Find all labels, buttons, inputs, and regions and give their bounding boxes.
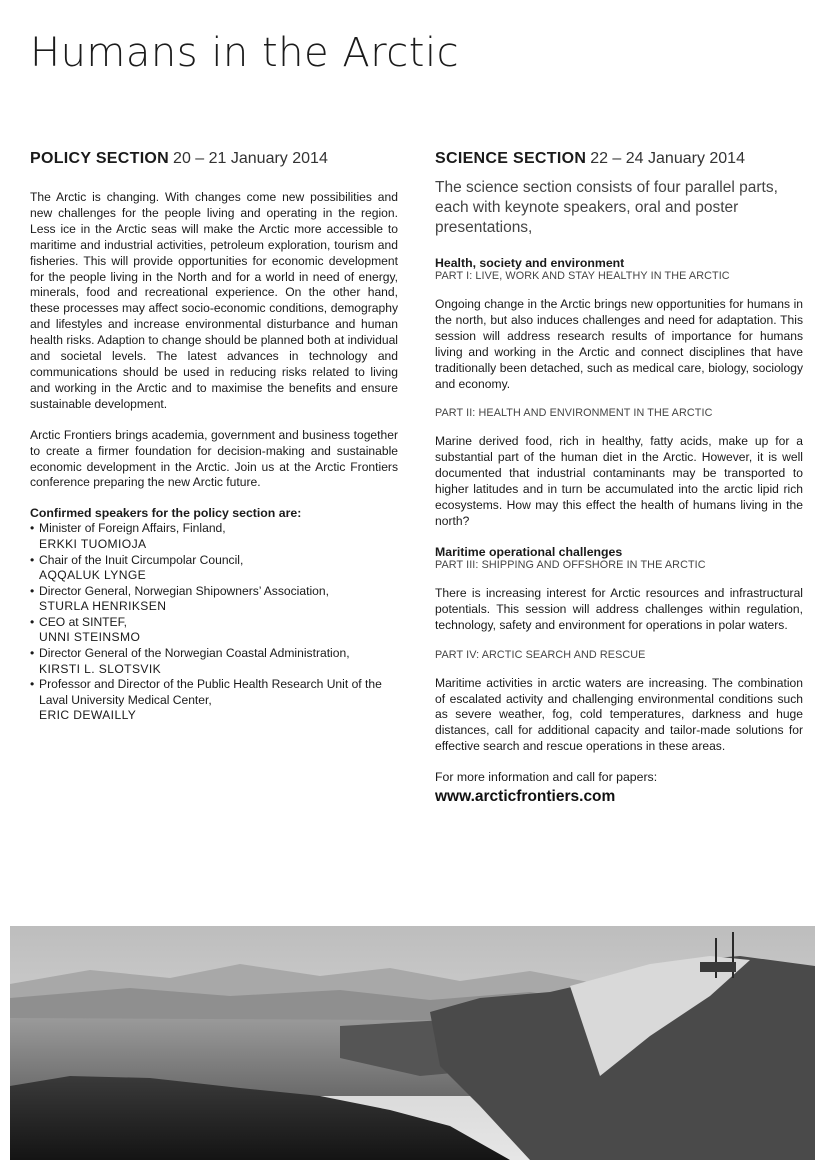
speaker-item	[30, 646, 398, 677]
policy-section-label: POLICY SECTION	[30, 150, 170, 167]
more-info-text: For more information and call for papers:	[435, 770, 658, 785]
science-intro: The science section consists of four parallel parts, each with keynote speakers, oral and poster presentations,	[435, 179, 778, 236]
speaker-name: KIRSTI L. SLOTSVIK	[39, 661, 162, 676]
arctic-landscape-photo	[10, 926, 815, 1160]
website-link[interactable]: www.arcticfrontiers.com	[435, 788, 616, 806]
speaker-role: CEO at SINTEF,	[39, 614, 128, 629]
speaker-item	[30, 615, 398, 646]
speaker-role: Chair of the Inuit Circumpolar Council,	[39, 552, 244, 567]
speakers-heading: Confirmed speakers for the policy section are:	[30, 506, 302, 521]
part2-text: Marine derived food, rich in healthy, fatty acids, make up for a substantial part of the human diet in the Arctic. However, it is well documented that industrial contaminants may be transported to higher latitudes and in turn be accumulated into the arctic lipid rich ecosystems. How may this effect the health of humans living in the north?	[435, 434, 803, 528]
speaker-role: Professor and Director of the Public Health Research Unit of the Laval University Medical Center,	[39, 677, 382, 707]
page-title: Humans in the Arctic	[30, 30, 460, 76]
policy-section-heading	[30, 150, 398, 168]
science-section-label: SCIENCE SECTION	[435, 150, 587, 167]
science-section-heading	[435, 150, 803, 168]
part4-text: Maritime activities in arctic waters are increasing. The combination of escalated activity and challenging environmental conditions such as severe weather, fog, cold temperatures, darkness and huge distances, call for additional capacity and tailor-made solutions for effective search and rescue operations in these areas.	[435, 675, 803, 754]
science-section	[435, 150, 803, 806]
part4-label: PART IV: ARCTIC SEARCH AND RESCUE	[435, 648, 646, 661]
speaker-list	[30, 521, 398, 724]
speaker-name: AQQALUK LYNGE	[39, 568, 147, 583]
speaker-item	[30, 677, 398, 724]
policy-section	[30, 150, 398, 724]
science-section-dates: 22 – 24 January 2014	[590, 150, 745, 167]
policy-second-paragraph: Arctic Frontiers brings academia, government and business together to create a firmer foundation for decision-making and sustainable economic development in the Arctic. Join us at the Arctic Frontiers conference preparing the new Arctic future.	[30, 427, 398, 490]
health-society-heading: Health, society and environment	[435, 256, 625, 270]
maritime-heading: Maritime operational challenges	[435, 544, 623, 559]
part3-text: There is increasing interest for Arctic resources and infrastructural potentials. This session will address challenges within regulation, technology, safety and environment for operations in polar waters.	[435, 585, 803, 632]
speaker-role: Minister of Foreign Affairs, Finland,	[39, 521, 226, 536]
policy-intro-paragraph: The Arctic is changing. With changes come new possibilities and new challenges for the people living and operating in the region. Less ice in the Arctic seas will make the Arctic more accessible to maritime and industrial activities, petroleum exploration, tourism and fisheries. This will provide opportunities for economic development for the people living in the North and for a world in need of energy, minerals, food and recreational experience. On the other hand, these processes may affect socio-economic conditions, demography and lifestyles and increase environmental disturbance and human health risks. Adaption to change should be planned both at individual and societal levels. The latest advances in technology and communications should be used in reducing risks related to living and working in the Arctic and to maximise the benefits and ensure sustainable development.	[30, 190, 398, 411]
part1-text: Ongoing change in the Arctic brings new opportunities for humans in the north, but also induces challenges and need for adaptation. This session will address research results of importance for humans living and working in the Arctic and connect disciplines that have traditionally been detached, such as medical care, biology, sociology and economy.	[435, 297, 803, 391]
speaker-name: STURLA HENRIKSEN	[39, 599, 167, 614]
speaker-name: ERKKI TUOMIOJA	[39, 536, 147, 551]
speaker-name: UNNI STEINSMO	[39, 630, 141, 645]
speaker-item	[30, 553, 398, 584]
speaker-item	[30, 584, 398, 615]
part2-label: PART II: HEALTH AND ENVIRONMENT IN THE ARCTIC	[435, 407, 713, 420]
policy-section-dates: 20 – 21 January 2014	[173, 150, 328, 167]
part1-label: PART I: LIVE, WORK AND STAY HEALTHY IN THE ARCTIC	[435, 270, 730, 282]
speaker-role: Director General of the Norwegian Coastal Administration,	[39, 646, 350, 661]
speaker-item	[30, 521, 398, 552]
part3-label: PART III: SHIPPING AND OFFSHORE IN THE ARCTIC	[435, 558, 706, 571]
speaker-name: ERIC DEWAILLY	[39, 708, 137, 723]
speaker-role: Director General, Norwegian Shipowners’ Association,	[39, 583, 329, 598]
